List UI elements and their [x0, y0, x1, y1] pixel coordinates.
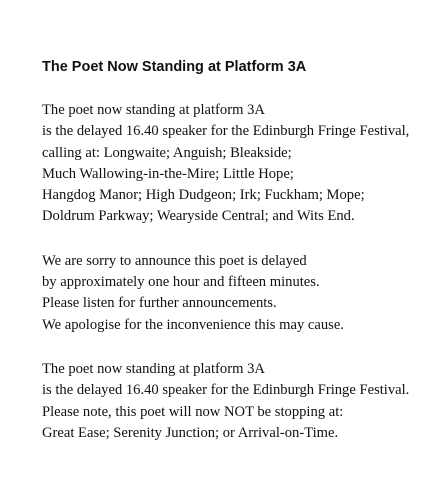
poem-line: Much Wallowing-in-the-Mire; Little Hope; [42, 165, 294, 182]
stanza-3 [42, 359, 448, 444]
poem-line: The poet now standing at platform 3A [42, 360, 265, 377]
poem-line: The poet now standing at platform 3A [42, 102, 265, 118]
poem-line: is the delayed 16.40 speaker for the Edinburgh Fringe Festival, [42, 123, 410, 140]
poem-line: by approximately one hour and fifteen minutes. [42, 274, 320, 291]
poem-line: Please listen for further announcements. [42, 295, 277, 312]
poem-line: Please note, this poet will now NOT be stopping at: [42, 403, 344, 420]
poem-line: Great Ease; Serenity Junction; or Arrival-on-Time. [42, 424, 339, 441]
poem-line: Hangdog Manor; High Dudgeon; Irk; Fuckham; Mope; [42, 187, 365, 204]
document-page [42, 57, 448, 467]
poem-line: We apologise for the inconvenience this may cause. [42, 316, 344, 333]
stanza-1 [42, 100, 448, 228]
stanza-2 [42, 251, 448, 336]
poem-line: We are sorry to announce this poet is delayed [42, 252, 307, 269]
poem-line: Doldrum Parkway; Wearyside Central; and Wits End. [42, 208, 355, 225]
poem-line: calling at: Longwaite; Anguish; Bleakside; [42, 144, 292, 161]
poem-line: is the delayed 16.40 speaker for the Edinburgh Fringe Festival. [42, 382, 410, 399]
poem-title: The Poet Now Standing at Platform 3A [42, 59, 307, 75]
